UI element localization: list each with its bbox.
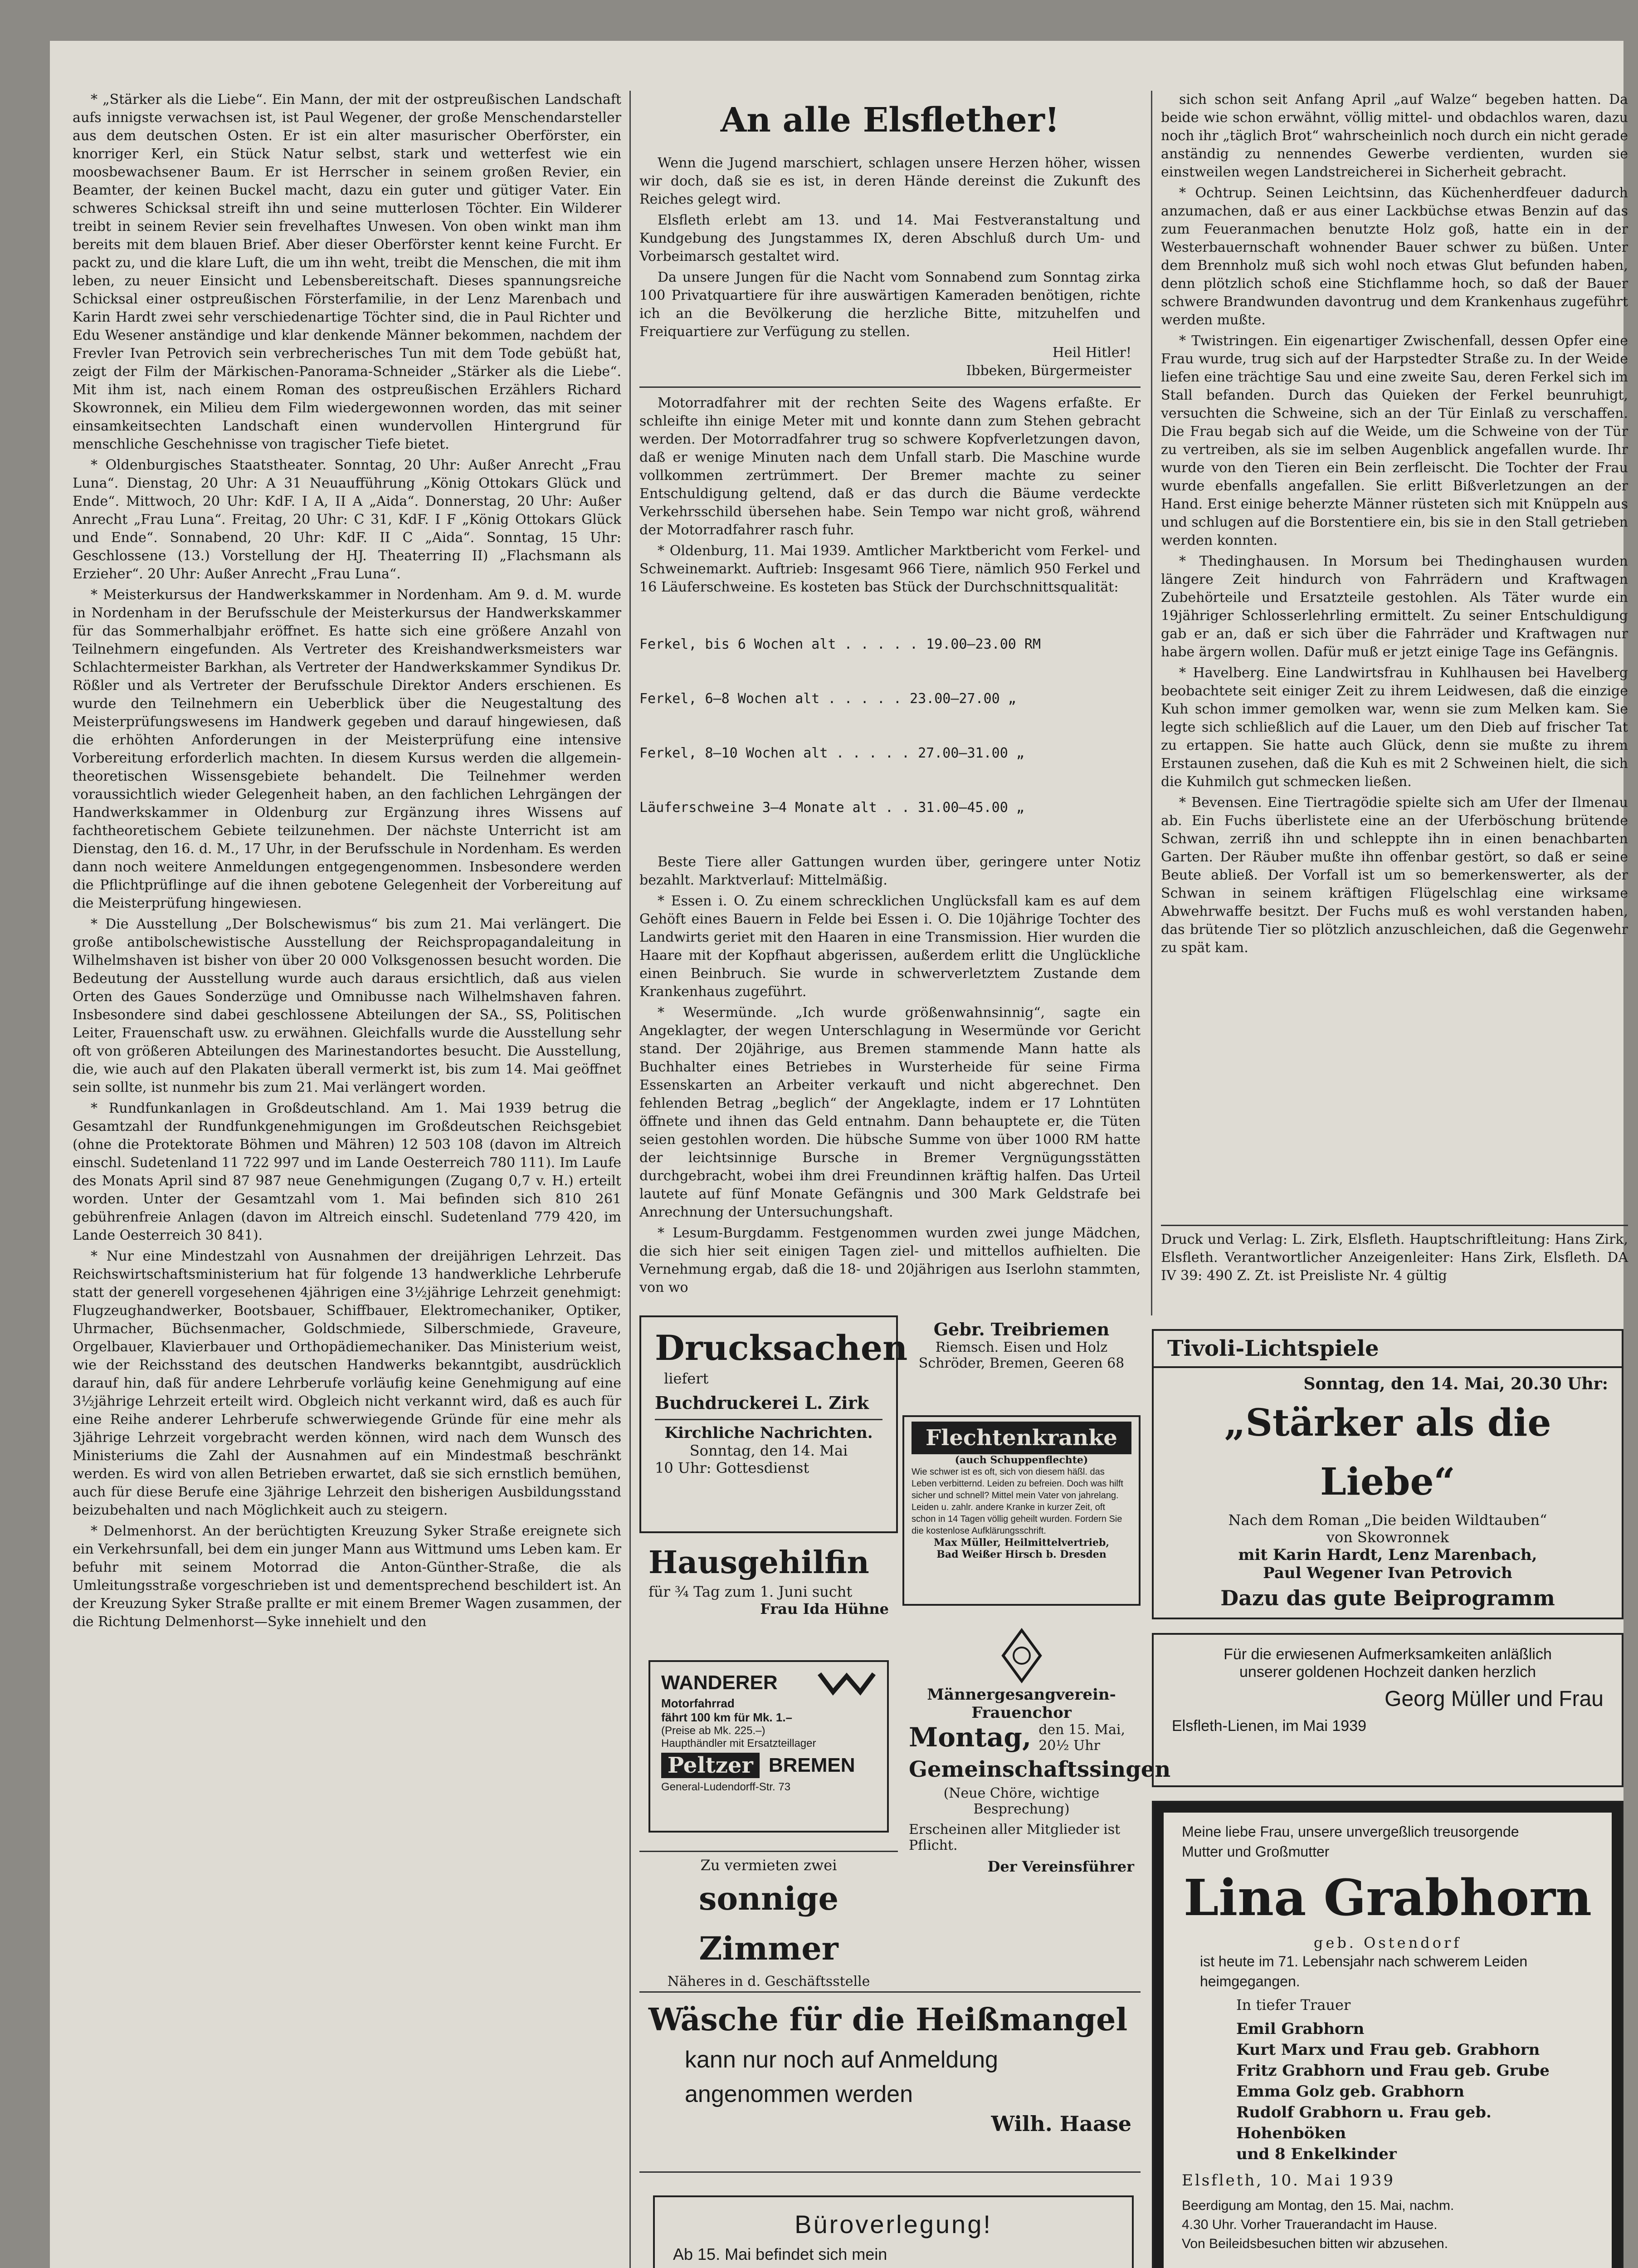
ad-title: Büroverlegung! <box>795 2210 992 2239</box>
ad-line: Nach dem Roman „Die beiden Wildtauben“ <box>1228 1511 1547 1529</box>
ad-date: den 15. Mai, <box>1038 1722 1125 1738</box>
ad-city: BREMEN <box>768 1754 855 1776</box>
article-lehrzeit: * Nur eine Mindestzahl von Ausnahmen der dreijährigen Lehrzeit. Das Reichswirtschaftsministerium hat für folgende 13 handwerkliche Lehrberufe statt der generell vorgesehenen 4jährigen eine 3½jährige Lehrzeit genehmigt: Flugzeughandwerker, Bootsbauer, Schiffbauer, Elektromechaniker, Optiker, Uhrmacher, Büchsenmacher, Goldschmiede, Silberschmiede, Graveure, Orgelbauer, Klavierbauer und Orthopädiemechaniker. Das Ministerium weist, wie der Reichsstand des deutschen Handwerks bekanntgibt, ausdrücklich darauf hin, daß für andere Lehrberufe vorläufig keine Genehmigung auf eine 3½jährige Lehrzeit erteilt wird. Obgleich nicht verkannt wird, daß es auch für eine Reihe anderer Lehrberufe schwerwiegende Gründe für eine mehr als 3jährige Lehrzeit vorgebracht werden können, wird nach dem Wunsch des Ministeriums die Zahl der Ausnahmen auf ein Mindestmaß beschränkt werden. Es wird von allen Betrieben erwartet, daß sie sich ernstlich bemühen, auch für diese Berufe eine 3jährige Lehrzeit den bisherigen Ausbildungsstand beizubehalten und nach Möglichkeit auch zu steigern. <box>73 1248 621 1518</box>
ad-todesanzeige <box>1152 1801 1623 2268</box>
obituary-name: Lina Grabhorn <box>1183 1868 1592 1927</box>
appeal-paragraph: Elsfleth erlebt am 13. und 14. Mai Festveranstaltung und Kundgebung des Jungstammes IX, deren Abschluß durch Um- und Vorbeimarsch gestaltet wird. <box>639 212 1141 264</box>
ad-line: General-Ludendorff-Str. 73 <box>661 1781 791 1793</box>
obituary-line: Meine liebe Frau, unsere unvergeßlich treusorgende <box>1182 1823 1519 1840</box>
ad-title: Wäsche für die Heißmangel <box>648 2002 1128 2038</box>
ad-line: Haupthändler mit Ersatzteillager <box>661 1737 816 1750</box>
ad-day: Montag, <box>909 1722 1032 1753</box>
ad-sign: Der Vereinsführer <box>987 1858 1134 1875</box>
ad-line: Näheres in d. Geschäftsstelle <box>667 1974 870 1989</box>
ad-line: kann nur noch auf Anmeldung <box>685 2047 998 2073</box>
appeal-paragraph: Wenn die Jugend marschiert, schlagen unsere Herzen höher, wissen wir doch, daß sie es ist, in deren Hände dereinst die Zukunft des Reiches gelegt wird. <box>639 155 1141 207</box>
column-right <box>1161 91 1628 1311</box>
article-delmenhorst: * Delmenhorst. An der berüchtigten Kreuzung Syker Straße ereignete sich ein Verkehrsunfall, bei dem ein junger Mann aus Wittmund ums Leben kam. Er befuhr mit seinem Motorrad die Anton-Günther-Straße, die als Umleitungsstraße vorgeschrieben ist und dementsprechend beschildert ist. An der Kreuzung Syker Straße prallte er mit einem Bremer Wagen zusammen, der die Richtung Delmenhorst—Syke innehielt und den <box>73 1523 621 1630</box>
ad-sign: Wilh. Haase <box>991 2112 1131 2136</box>
article-essen: * Essen i. O. Zu einem schrecklichen Unglücksfall kam es auf dem Gehöft eines Bauern in Felde bei Essen i. O. Die 10jährige Tochter des Landwirts geriet mit den Haaren in eine Transmission. Hier wurden die Haare mit der Kopfhaut abgerissen, außerdem erlitt die Unglückliche einen Beinbruch. Sie wurde in schwerverletztem Zustande dem Krankenhaus zugeführt. <box>639 893 1141 1000</box>
obituary-mourner: Kurt Marx und Frau geb. Grabhorn <box>1236 2041 1540 2059</box>
obituary-mourner: Rudolf Grabhorn u. Frau geb. Hohenböken <box>1236 2103 1492 2142</box>
market-note: Beste Tiere aller Gattungen wurden über, geringere unter Notiz bezahlt. Marktverlauf: Mittelmäßig. <box>639 854 1141 888</box>
ad-line: Für die erwiesenen Aufmerksamkeiten anläßlich <box>1224 1646 1552 1663</box>
article-havelberg: * Havelberg. Eine Landwirtsfrau in Kuhlhausen bei Havelberg beobachtete seit einiger Zeit zu ihrem Leidwesen, daß die einzige Kuh schon immer gemolken war, wenn sie zum Melken kam. Sie legte sich schließlich auf die Lauer, um den Dieb auf frischer Tat zu ertappen. Sie hatte auch Glück, denn sie mußte zu ihrem Erstaunen zusehen, daß die Kuh es mit 2 Schweinen hielt, die sich die Kuhmilch gut schmecken ließen. <box>1161 665 1628 790</box>
ad-drucksachen <box>639 1315 908 1533</box>
ad-line: 10 Uhr: Gottesdienst <box>655 1459 809 1476</box>
obituary-mourner: und 8 Enkelkinder <box>1236 2145 1397 2163</box>
ad-treibriemen <box>902 1315 1141 1383</box>
ad-line: unserer goldenen Hochzeit danken herzlich <box>1239 1663 1536 1681</box>
ad-maennergesangverein <box>902 1624 1171 1950</box>
imprint-text: Druck und Verlag: L. Zirk, Elsfleth. Hauptschriftleitung: Hans Zirk, Elsfleth. Verantwortlicher Anzeigenleiter: Hans Zirk, Elsfleth. DA IV 39: 490 Z. Zt. ist Preisliste Nr. 4 gültig <box>1161 1232 1628 1284</box>
ad-line: Max Müller, Heilmittelvertrieb, <box>933 1537 1110 1549</box>
ad-danksagung <box>1152 1633 1623 1787</box>
obituary-place: Elsfleth, 10. Mai 1939 <box>1182 2171 1395 2190</box>
obituary-line: Beerdigung am Montag, den 15. Mai, nachm. <box>1182 2198 1454 2213</box>
ad-call: Erscheinen aller Mitglieder ist Pflicht. <box>909 1822 1121 1853</box>
ad-title: sonnige Zimmer <box>699 1880 838 1967</box>
ad-line: liefert <box>664 1370 709 1387</box>
obituary-line: Von Beileidsbesuchen bitten wir abzusehen. <box>1182 2236 1448 2251</box>
article-lesum: * Lesum-Burgdamm. Festgenommen wurden zwei junge Mädchen, die sich hier seit einigen Tagen ziel- und mittellos aufhielten. Die Vernehmung ergab, daß die 18- und 20jährigen aus Iserlohn stammten, von wo <box>639 1225 1141 1295</box>
article-staatstheater: * Oldenburgisches Staatstheater. Sonntag, 20 Uhr: Außer Anrecht „Frau Luna“. Dienstag, 20 Uhr: A 31 Neuaufführung „König Ottokars Glück und Ende“. Mittwoch, 20 Uhr: KdF. I A, II A „Aida“. Donnerstag, 20 Uhr: Außer Anrecht „Frau Luna“. Freitag, 20 Uhr: C 31, KdF. I F „König Ottokars Glück und Ende“. Sonnabend, 20 Uhr: KdF. II C „Aida“. Sonntag, 15 Uhr: Geschlossene (13.) Vorstellung der HJ. Theaterring II) „Flachsmann als Erzieher“. 20 Uhr: Außer Anrecht „Frau Luna“. <box>73 457 621 582</box>
ad-title: Tivoli-Lichtspiele <box>1154 1331 1622 1368</box>
market-row: Ferkel, 6—8 Wochen alt . . . . . 23.00—27.00 „ <box>639 691 1016 707</box>
ad-tivoli-lichtspiele <box>1152 1329 1623 1619</box>
article-meisterkursus: * Meisterkursus der Handwerkskammer in Nordenham. Am 9. d. M. wurde in Nordenham in der Berufsschule der Meisterkursus der Handwerkskammer für das Sommerhalbjahr eröffnet. Es hatte sich eine größere Anzahl von Teilnehmern eingefunden. Als Vertreter des Kreishandwerksmeisters war Schlachtermeister Barkhan, als Vertreter der Handwerkskammer Syndikus Dr. Rößler und als Vertreter der Berufsschule Direktor Anders erschienen. Es wurde den Teilnehmern ein Ueberblick über die Neugestaltung des Meisterprüfungswesens im Handwerk gegeben und darauf hingewiesen, daß die erhöhten Anforderungen in der Meisterprüfung eine intensive Vorbereitung erforderlich machten. In diesem Kursus werden die allgemein-theoretischen Wissensgebiete behandelt. Die Teilnehmer werden voraussichtlich wieder Gelegenheit haben, an den fachlichen Lehrgängen der Handwerkskammer in Oldenburg zur Ergänzung ihres Wissens auf fachtheoretischem Gebiete teilzunehmen. Der nächste Unterricht ist am Dienstag, den 16. d. M., 17 Uhr, in der Berufsschule in Nordenham. Es werden dann noch weitere Anmeldungen entgegengenommen. Insbesondere werden die Pflichtprüflinge auf die ihnen gebotene Gelegenheit der Vorbereitung auf die Meisterprüfung hingewiesen. <box>73 587 621 911</box>
column-middle <box>639 91 1141 1315</box>
article-ausstellung: * Die Ausstellung „Der Bolschewismus“ bis zum 21. Mai verlängert. Die große antibolschewistische Ausstellung der Reichspropagandaleitung in Wilhelmshaven ist bisher von über 20 000 Volksgenossen besucht worden. Die Bedeutung der Ausstellung wurde auch daraus ersichtlich, daß aus vielen Orten des Gaues Sonderzüge und Omnibusse nach Wilhelmshaven fahren. Insbesondere sind dabei geschlossene Abteilungen der SA., SS, Politischen Leiter, Frauenschaft usw. zu erwähnen. Gleichfalls wurde die Ausstellung sehr oft von größeren Abteilungen des Marinestandortes besucht. Die Ausstellung, die, wie auch auf den Plakaten überall vermerkt ist, bis zum 14. Mai geöffnet sein sollte, ist nunmehr bis zum 21. Mai verlängert worden. <box>73 916 621 1095</box>
obituary-line: heimgegangen. <box>1200 1973 1300 1989</box>
ad-waesche <box>639 1991 1141 2173</box>
obituary-line: Mutter und Großmutter <box>1182 1843 1330 1860</box>
ad-time: 20½ Uhr <box>1038 1738 1100 1754</box>
ad-line: Zu vermieten zwei <box>700 1857 837 1874</box>
market-row: Läuferschweine 3—4 Monate alt . . 31.00—45.00 „ <box>639 800 1024 816</box>
ad-line: Kirchliche Nachrichten. <box>655 1419 882 1442</box>
wanderer-logo-icon <box>817 1669 876 1696</box>
ad-line: Motorfahrrad <box>661 1696 735 1710</box>
ad-line: angenommen werden <box>685 2081 913 2107</box>
column-rule-2 <box>1151 91 1152 1315</box>
obituary-mourner: Fritz Grabhorn und Frau geb. Grube <box>1236 2062 1550 2080</box>
article-thedinghausen: * Thedinghausen. In Morsum bei Thedinghausen wurden längere Zeit hindurch von Fahrrädern und Kraftwagen Zubehörteile und Ersatzteile gestohlen. Als Täter wurde ein 19jähriger Schlosserlehrling ermittelt. Zu seiner Entschuldigung gab er an, daß er sich über die Fahrräder und Kraftwagen nur habe ärgern wollen. Dafür muß er jetzt einige Tage ins Gefängnis. <box>1161 553 1628 660</box>
ad-line: Ab 15. Mai befindet sich mein <box>673 2245 887 2263</box>
section-divider <box>639 386 1141 388</box>
obituary-mourner: Emil Grabhorn <box>1236 2020 1365 2038</box>
article-continuation: Motorradfahrer mit der rechten Seite des Wagens erfaßte. Er schleifte ihn einige Meter mit und konnte dann zum Stehen gebracht werden. Der Motorradfahrer trug so schwere Kopfverletzungen davon, daß er wenige Minuten nach dem Unfall starb. Die Maschine wurde vollkommen zertrümmert. Der Bremer machte zu seiner Entschuldigung geltend, daß er das durch die Bäume verdeckte Verkehrsschild übersehen habe. Sein Tempo war nicht groß, während der Motorradfahrer rasch fuhr. <box>639 395 1141 538</box>
ad-title: Drucksachen <box>655 1328 908 1368</box>
ad-date: Sonntag, den 14. Mai, 20.30 Uhr: <box>1303 1374 1608 1393</box>
ad-line: Paul Wegener Ivan Petrovich <box>1263 1564 1512 1582</box>
obituary-line: 4.30 Uhr. Vorher Trauerandacht im Hause. <box>1182 2217 1438 2232</box>
ad-dealer: Peltzer <box>661 1753 760 1778</box>
ad-line: Bad Weißer Hirsch b. Dresden <box>936 1549 1107 1560</box>
ad-line: (auch Schuppenflechte) <box>955 1454 1088 1466</box>
article-staerker-als-die-liebe: * „Stärker als die Liebe“. Ein Mann, der mit der ostpreußischen Landschaft aufs innigste verwachsen ist, ist Paul Wegener, der große Menschendarsteller aus dem deutschen Osten. Er ist ein alter masurischer Oberförster, ein knorriger Kerl, ein Stück Natur selbst, stark und wetterfest wie ein moosbewachsener Baum. Er ist Herrscher in seinem großen Revier, ein Beamter, der keinen Buckel macht, dazu ein guter und gütiger Vater. Ein schweres Schicksal streift ihn und seine mutterlosen Töchter. Ein Wilderer treibt in seinem Revier sein frevelhaftes Unwesen. Von oben winkt man ihm bereits mit dem blauen Brief. Aber dieser Oberförster kennt keine Furcht. Er packt zu, und die klare Luft, die um ihn weht, treibt die Menschen, die mit ihm leben, zu neuer Einsicht und Lebensbereitschaft. Dieses spannungsreiche Schicksal einer ostpreußischen Försterfamilie, in der Lenz Marenbach und Karin Hardt zwei sehr verschiedenartige Töchter sind, die in Paul Richter und Edu Wesener anständige und klar denkende Männer bekommen, nachdem der Frevler Ivan Petrovich sein verbrecherisches Tun mit dem Tode gebüßt hat, zeigt der Film der Märkischen-Panorama-Schneider „Stärker als die Liebe“. Mit ihm ist, nach einem Roman des ostpreußischen Erzählers Richard Skowronnek, ein Milieu dem Film wiedergewonnen worden, das mit seiner einsamkeitsechten Landschaft einen wundervollen Hintergrund für menschliche Geschehnisse von tragischer Tiefe bietet. <box>73 92 621 452</box>
ad-bueroverlegung <box>653 2195 1134 2268</box>
ad-zimmer <box>639 1851 898 1989</box>
appeal-greeting: Heil Hitler! <box>1052 345 1131 361</box>
imprint <box>1161 1225 1628 1288</box>
ad-line: Buchdruckerei L. Zirk <box>655 1393 869 1413</box>
choir-emblem-icon <box>1001 1628 1042 1683</box>
ad-names: Georg Müller und Frau <box>1384 1687 1604 1711</box>
article-marktbericht: * Oldenburg, 11. Mai 1939. Amtlicher Marktbericht vom Ferkel- und Schweinemarkt. Auftrieb: Insgesamt 966 Tiere, nämlich 950 Ferkel und 16 Läuferschweine. Es kosteten bas Stück der Durchschnittsqualität: <box>639 543 1141 595</box>
appeal-paragraph: Da unsere Jungen für die Nacht vom Sonnabend zum Sonntag zirka 100 Privatquartiere für ihre auswärtigen Kameraden benötigen, richte ich an die Bevölkerung die herzliche Bitte, mitzuhelfen und Freiquartiere zur Verfügung zu stellen. <box>639 269 1141 340</box>
market-price-list <box>639 599 1141 853</box>
ad-line: Dazu das gute Beiprogramm <box>1220 1586 1555 1610</box>
ad-line: für ¾ Tag zum 1. Juni sucht <box>648 1583 853 1600</box>
ad-body: Wie schwer ist es oft, sich von diesem häßl. das Leben verbitternd. Leiden zu befreien. Doch was hilft sicher und schnell? Mittel mein Vater von jahrelang. Leiden u. zahlr. andere Kranke in kurzer Zeit, oft schon in 14 Tagen völlig geheilt wurden. Fordern Sie die kostenlose Aufklärungsschrift. <box>912 1467 1123 1536</box>
ad-event: Gemeinschaftssingen <box>909 1757 1171 1782</box>
ad-note: (Neue Chöre, wichtige Besprechung) <box>943 1785 1100 1817</box>
ad-line: Schröder, Bremen, Geeren 68 <box>918 1355 1125 1371</box>
ad-title: Männergesangverein-Frauenchor <box>927 1686 1116 1722</box>
column-left <box>73 91 621 2268</box>
obituary-mourner: Emma Golz geb. Grabhorn <box>1236 2082 1465 2101</box>
ad-title: Flechtenkranke <box>912 1422 1131 1454</box>
ad-line: fährt 100 km für Mk. 1.– <box>661 1711 792 1724</box>
ad-brand: WANDERER <box>661 1672 778 1694</box>
appeal-title: An alle Elsflether! <box>720 101 1060 140</box>
ad-place: Elsfleth-Lienen, im Mai 1939 <box>1172 1717 1367 1735</box>
ad-line <box>673 2266 1114 2268</box>
ad-flechtenkranke <box>902 1415 1141 1606</box>
column-rule-1 <box>629 91 631 2268</box>
article-bevensen: * Bevensen. Eine Tiertragödie spielte sich am Ufer der Ilmenau ab. Ein Fuchs überlistete eine an der Uferböschung brütende Schwan, zerriß ihn und schleppte ihn in einen benachbarten Garten. Der Räuber mußte ihn offenbar gestört, so daß er seine Beute abließ. Der Vorfall ist um so bemerkenswerter, als der Schwan in seinem kräftigen Flügelschlag eine wirksame Abwehrwaffe besitzt. Der Fuchs muß es wohl verstanden haben, das brütende Tier so plötzlich anzuschleichen, daß die Gegenwehr zu spät kam. <box>1161 795 1628 956</box>
ad-title: Gebr. Treibriemen <box>933 1319 1110 1339</box>
obituary-line: ist heute im 71. Lebensjahr nach schwerem Leiden <box>1200 1953 1528 1970</box>
article-twistringen: * Twistringen. Ein eigenartiger Zwischenfall, dessen Opfer eine Frau wurde, trug sich auf der Harpstedter Straße zu. In der Weide liefen eine trächtige Sau und eine zweite Sau, deren Ferkel sich im Stall befanden. Durch das Quieken der Ferkel beunruhigt, versuchten die Schweine, sich an der Tür Einlaß zu verschaffen. Die Frau begab sich auf die Weide, um die Schweine von der Tür zu vertreiben, als sie im selben Augenblick angefallen wurde. Ihr wurde von den Tieren ein Bein zerfleischt. Die Tochter der Frau wurde ebenfalls angefallen. Sie erlitt Bißverletzungen an der Hand. Erst einige beherzte Männer rüsteten sich mit Knüppeln aus und schlugen auf die Borstentiere ein, bis sie in den Stall getrieben werden konnten. <box>1161 333 1628 548</box>
ad-line: (Preise ab Mk. 225.–) <box>661 1725 765 1737</box>
article-ochtrup: * Ochtrup. Seinen Leichtsinn, das Küchenherdfeuer dadurch anzumachen, daß er aus einer Lackbüchse etwas Benzin auf das zum Feueranmachen benutzte Holz goß, hatte ein in der Westerbauernschaft wohnender Bauer schwer zu büßen. Unter dem Brennholz muß sich wohl noch etwas Glut befunden haben, denn plötzlich schoß eine Stichflamme hoch, so daß der Bauer schwere Brandwunden davontrug und dem Krankenhaus zugeführt werden mußte. <box>1161 185 1628 328</box>
ad-line: von Skowronnek <box>1326 1529 1449 1546</box>
ad-title: Hausgehilfin <box>648 1545 869 1581</box>
ad-line: Riemsch. Eisen und Holz <box>935 1339 1108 1355</box>
obituary-mourn: In tiefer Trauer <box>1236 1996 1351 2014</box>
ad-hausgehilfin <box>639 1538 898 1637</box>
market-row: Ferkel, bis 6 Wochen alt . . . . . 19.00—23.00 RM <box>639 636 1041 652</box>
article-rundfunk: * Rundfunkanlagen in Großdeutschland. Am 1. Mai 1939 betrug die Gesamtzahl der Rundfunkgenehmigungen im Großdeutschen Reichsgebiet (ohne die Protektorate Böhmen und Mähren) 12 503 108 (davon im Altreich einschl. Sudetenland 11 722 997 und im Lande Oesterreich 780 111). Im Laufe des Monats April sind 87 987 neue Genehmigungen (Zugang 0,7 v. H.) erteilt worden. Unter der Gesamtzahl vom 1. Mai befinden sich 810 261 gebührenfreie Anlagen (davon im Altreich einschl. Sudetenland 779 420, im Lande Oesterreich 30 841). <box>73 1100 621 1243</box>
article-continuation: sich schon seit Anfang April „auf Walze“ begeben hatten. Da beide wie schon erwähnt, völlig mittel- und obdachlos waren, dazu noch ihr „täglich Brot“ wahrscheinlich noch durch ein nicht gerade anständig zu nennendes Gewerbe verdienten, wurden sie einstweilen wegen Landstreicherei in Sicherheit gebracht. <box>1161 92 1628 180</box>
obituary-born: geb. Ostendorf <box>1313 1934 1462 1951</box>
ad-line: mit Karin Hardt, Lenz Marenbach, <box>1238 1546 1537 1564</box>
ad-line: Frau Ida Hühne <box>760 1600 889 1618</box>
appeal-signature: Ibbeken, Bürgermeister <box>966 363 1131 379</box>
ad-film-title: „Stärker als die Liebe“ <box>1224 1401 1551 1504</box>
article-wesermuende: * Wesermünde. „Ich wurde größenwahnsinnig“, sagte ein Angeklagter, der wegen Unterschlagung in Wesermünde vor Gericht stand. Der 20jährige, aus Bremen stammende Mann hatte als Buchhalter eines Betriebes in Wursterheide für seine Firma Essenskarten an Arbeiter verkauft und nicht abgerechnet. Den fehlenden Betrag „beglich“ der Angeklagte, indem er 17 Lohntüten öffnete und ihnen das Geld entnahm. Dann behauptete er, die Tüten seien gestohlen worden. Die hübsche Summe von über 1000 RM hatte der leichtsinnige Bursche in Bremer Vergnügungsstätten durchgebracht, wobei ihm drei Freundinnen kräftig halfen. Das Urteil lautete auf fünf Monate Gefängnis und 300 Mark Geldstrafe bei Anrechnung der Untersuchungshaft. <box>639 1005 1141 1220</box>
ad-line: Sonntag, den 14. Mai <box>689 1442 848 1459</box>
market-row: Ferkel, 8—10 Wochen alt . . . . . 27.00—31.00 „ <box>639 745 1024 761</box>
ad-wanderer <box>648 1660 889 1833</box>
